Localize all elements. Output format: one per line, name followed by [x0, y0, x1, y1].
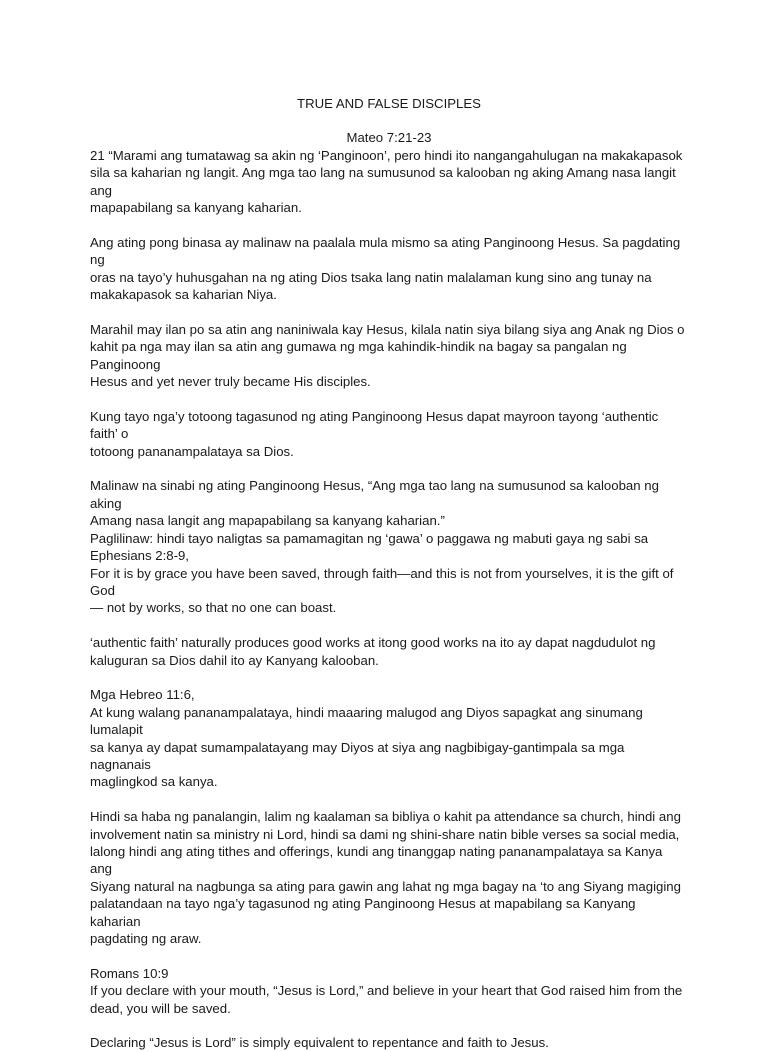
document-title: TRUE AND FALSE DISCIPLES [297, 96, 481, 111]
paragraph [90, 477, 688, 616]
text-line: Mga Hebreo 11:6, [90, 687, 195, 703]
text-line: Kung tayo nga’y totoong tagasunod ng ating Panginoong Hesus dapat mayroon tayong ‘authentic faith’ o [90, 408, 659, 442]
text-line: totoong pananampalataya sa Dios. [90, 443, 294, 459]
text-line: palatandaan na tayo nga’y tagasunod ng ating Panginoong Hesus at mapabilang sa Kanyang kaharian [90, 896, 636, 929]
text-line: Paglilinaw: hindi tayo naligtas sa pamamagitan ng ‘gawa’ o paggawa ng mabuti gaya ng sabi sa [90, 530, 649, 546]
paragraph [90, 321, 688, 391]
paragraph [90, 965, 688, 1017]
text-line: pagdating ng araw. [90, 930, 202, 946]
text-line: If you declare with your mouth, “Jesus is Lord,” and believe in your heart that God raised him from the [90, 983, 683, 999]
text-line: sa kanya ay dapat sumampalatayang may Diyos at siya ang nagbibigay-gantimpala sa mga nagnanais [90, 739, 625, 772]
text-line: maglingkod sa kanya. [90, 774, 218, 790]
text-line: kahit pa nga may ilan sa atin ang gumawa ng mga kahindik-hindik na bagay sa pangalan ng Panginoong [90, 339, 627, 372]
text-line: At kung walang pananampalataya, hindi maaaring malugod ang Diyos sapagkat ang sinumang lumalapit [90, 704, 643, 738]
text-line: Amang nasa langit ang mapapabilang sa kanyang kaharian.” [90, 513, 445, 529]
text-line: 21 “Marami ang tumatawag sa akin ng ‘Panginoon’, pero hindi ito nangangahulugan na makakapasok [90, 147, 683, 163]
paragraph [90, 234, 688, 304]
text-line: lalong hindi ang ating tithes and offerings, kundi ang tinanggap nating pananampalataya sa Kanya ang [90, 843, 663, 877]
text-line: Marahil may ilan po sa atin ang naniniwala kay Hesus, kilala natin siya bilang siya ang Anak ng Dios o [90, 321, 685, 337]
text-line: Hesus and yet never truly became His disciples. [90, 374, 371, 390]
text-line: Malinaw na sinabi ng ating Panginoong Hesus, “Ang mga tao lang na sumusunod sa kalooban ng aking [90, 478, 659, 511]
text-line: sila sa kaharian ng langit. Ang mga tao lang na sumusunod sa kalooban ng aking Amang nasa langit ang [90, 165, 676, 198]
paragraph [90, 808, 688, 947]
text-line: makakapasok sa kaharian Niya. [90, 287, 277, 303]
text-line: For it is by grace you have been saved, through faith—and this is not from yourselves, it is the gift of God [90, 565, 674, 598]
text-line: kaluguran sa Dios dahil ito ay Kanyang kalooban. [90, 652, 379, 668]
paragraph [90, 634, 688, 669]
text-line: involvement natin sa ministry ni Lord, hindi sa dami ng shini-share natin bible verses sa social media, [90, 826, 680, 842]
text-line: oras na tayo’y huhusgahan na ng ating Dios tsaka lang natin malalaman kung sino ang tunay na [90, 269, 652, 285]
document-body [90, 147, 688, 1052]
text-line: Romans 10:9 [90, 965, 169, 981]
paragraph [90, 1034, 688, 1051]
text-line: Siyang natural na nagbunga sa ating para gawin ang lahat ng mga bagay na ‘to ang Siyang magiging [90, 878, 681, 894]
paragraph [90, 408, 688, 460]
text-line: — not by works, so that no one can boast. [90, 600, 337, 616]
text-line: dead, you will be saved. [90, 1000, 231, 1016]
paragraph [90, 686, 688, 790]
text-line: ‘authentic faith’ naturally produces good works at itong good works na ito ay dapat nagdudulot ng [90, 635, 656, 651]
paragraph [90, 147, 688, 217]
text-line: mapapabilang sa kanyang kaharian. [90, 200, 302, 216]
scripture-reference: Mateo 7:21-23 [346, 130, 432, 146]
text-line: Declaring “Jesus is Lord” is simply equivalent to repentance and faith to Jesus. [90, 1035, 549, 1051]
text-line: Ang ating pong binasa ay malinaw na paalala mula mismo sa ating Panginoong Hesus. Sa pagdating ng [90, 234, 681, 268]
text-line: Hindi sa haba ng panalangin, lalim ng kaalaman sa bibliya o kahit pa attendance sa church, hindi ang [90, 809, 681, 825]
text-line: Ephesians 2:8-9, [90, 548, 189, 564]
